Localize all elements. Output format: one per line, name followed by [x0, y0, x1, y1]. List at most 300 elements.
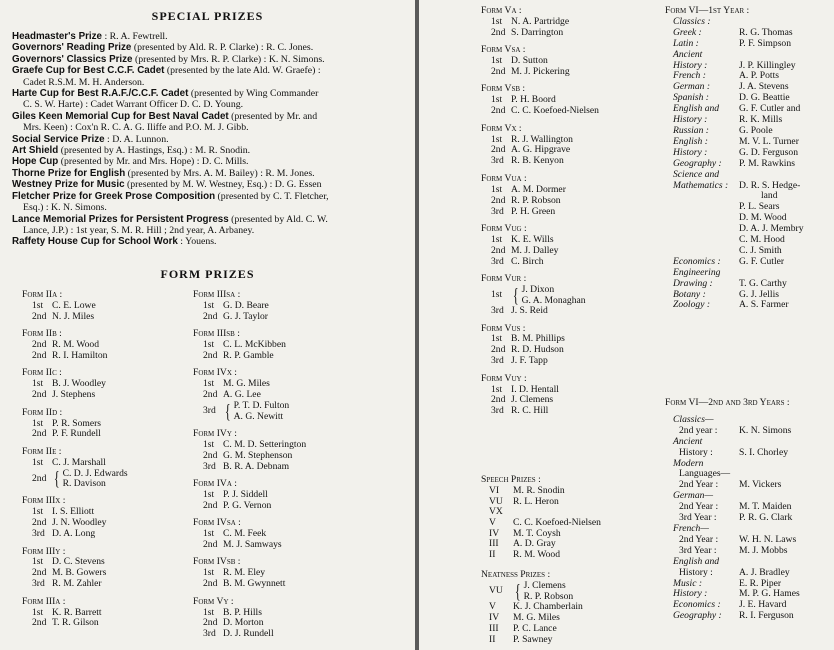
- student-name: I. D. Hentall: [511, 383, 559, 395]
- subject-label: German—: [673, 490, 713, 502]
- student-name: [739, 170, 830, 181]
- subject-label: French—: [673, 522, 709, 534]
- student-name: M. T. Maiden: [739, 501, 792, 513]
- form-group: [481, 45, 651, 78]
- form-vi-first-year: [665, 6, 830, 311]
- student-name: M. V. L. Turner: [739, 135, 799, 147]
- place-label: 3rd: [491, 405, 504, 417]
- student-name: A. G. Hipgrave: [511, 144, 571, 156]
- student-name: R. D. Hudson: [511, 344, 564, 356]
- prize-row: [193, 351, 393, 362]
- form-word: Form: [22, 495, 44, 507]
- form-code: IIIy :: [45, 545, 66, 557]
- student-name: A. J. Bradley: [739, 566, 790, 578]
- special-prize-detail: (presented by M. W. Westney, Esq.) : D. G. Essen: [124, 179, 322, 191]
- form-group: [22, 329, 192, 362]
- subject-row: [665, 437, 830, 448]
- prize-row: [481, 17, 651, 28]
- student-name: P. L. Sears: [739, 201, 780, 213]
- subject-label: Drawing :: [673, 277, 713, 289]
- prize-row: [193, 629, 393, 640]
- place-label: 3rd: [32, 528, 45, 540]
- special-prize-detail: (presented by C. T. Fletcher,: [215, 190, 329, 202]
- special-prize-name: Westney Prize for Music: [12, 179, 125, 191]
- form-group: [193, 290, 393, 323]
- student-name: G. Poole: [739, 124, 773, 136]
- student-name: B. R. A. Debnam: [223, 460, 290, 472]
- student-name: G. D. Beare: [223, 299, 269, 311]
- student-name: R. Davison: [62, 478, 106, 490]
- form-word: Form: [481, 273, 503, 285]
- year-label: 2nd year :: [679, 424, 718, 436]
- student-name: P. F. Rundell: [52, 428, 101, 440]
- student-name: G. M. Stephenson: [223, 449, 293, 461]
- student-name: P. R. Somers: [52, 417, 102, 429]
- form-group: [193, 518, 393, 551]
- student-name: R. P. Gamble: [223, 350, 274, 362]
- student-name: C. M. Feek: [223, 528, 267, 540]
- subject-label: History :: [673, 146, 708, 158]
- student-name: M. G. Miles: [513, 612, 560, 623]
- place-label: 1st: [32, 378, 44, 390]
- form-code: IId :: [45, 406, 63, 418]
- subject-label: Classics :: [673, 15, 711, 27]
- special-prize-item: [12, 134, 408, 145]
- form-word: Form: [193, 427, 215, 439]
- neatness-prizes: [481, 570, 656, 646]
- place-label: 1st: [203, 488, 215, 500]
- prize-row: [22, 579, 192, 590]
- student-name: J. S. Reid: [511, 305, 548, 317]
- subject-label: Classics—: [673, 413, 714, 425]
- place-label: 2nd: [203, 539, 218, 550]
- year-label: 2nd Year :: [679, 501, 719, 513]
- prize-row: [481, 385, 651, 396]
- form-label: IV: [489, 612, 500, 623]
- student-name: R. I. Hamilton: [52, 350, 108, 362]
- form-heading: [481, 45, 651, 56]
- subject-row: [665, 279, 830, 290]
- student-name: R. C. Hill: [511, 405, 549, 417]
- form-word: Form: [481, 122, 503, 134]
- student-name: C. E. Lowe: [52, 299, 96, 311]
- form-label: VU: [489, 495, 503, 507]
- subject-row: [665, 159, 830, 170]
- form-heading: [22, 368, 192, 379]
- student-name: R. P. Robson: [523, 590, 574, 602]
- special-prize-name: Lance Memorial Prizes for Persistent Progress: [12, 213, 229, 225]
- subject-row: [665, 170, 830, 181]
- special-prize-item: [12, 88, 408, 99]
- form-group: [481, 274, 651, 317]
- form-group: [193, 597, 393, 641]
- student-name: R. J. Wallington: [511, 133, 573, 145]
- form-group: [22, 408, 192, 441]
- special-prize-name: Giles Keen Memorial Cup for Best Naval Cadet: [12, 110, 229, 122]
- speech-prizes: [481, 475, 656, 561]
- prize-row: [22, 507, 192, 518]
- form-word: Form: [481, 322, 503, 334]
- student-name: M. J. Dalley: [511, 244, 559, 256]
- form-heading: [22, 496, 192, 507]
- student-name: S. Darrington: [511, 26, 564, 38]
- form-label: V: [489, 601, 496, 613]
- subject-label: Economics :: [673, 599, 721, 611]
- special-prize-name: Fletcher Prize for Greek Prose Composition: [12, 190, 216, 202]
- prize-row: [193, 462, 393, 473]
- prize-row: [481, 507, 656, 518]
- prize-row: [481, 185, 651, 196]
- form-word: Form: [22, 545, 44, 557]
- place-label: 1st: [203, 606, 215, 618]
- student-name: G. D. Ferguson: [739, 146, 798, 158]
- subject-row: [665, 181, 830, 192]
- prize-row: [22, 390, 192, 401]
- place-label: 1st: [32, 456, 44, 468]
- student-name: M. T. Coysh: [513, 527, 561, 539]
- form-group: [22, 597, 192, 630]
- subject-row: [665, 300, 830, 311]
- student-name: D. R. S. Hedge-: [739, 179, 801, 191]
- student-name: C. D. J. Edwards: [62, 467, 128, 479]
- place-label: 1st: [32, 506, 44, 518]
- place-label: 2nd: [32, 339, 47, 351]
- right-page: [419, 0, 834, 650]
- subject-row: [665, 557, 830, 568]
- form-group: [481, 124, 651, 168]
- place-label: 2nd: [491, 244, 506, 256]
- form-group: [22, 547, 192, 591]
- year-label: Languages—: [679, 468, 731, 480]
- prize-row: [22, 301, 192, 312]
- form-code: IVsb :: [216, 556, 241, 568]
- form-word: Form: [22, 595, 44, 607]
- subject-row: [665, 568, 830, 579]
- prize-row: [22, 618, 192, 629]
- prize-row: [193, 312, 393, 323]
- student-name: C. Birch: [511, 255, 544, 267]
- special-prize-detail: (presented by Ald. C. W.: [228, 213, 328, 225]
- tied-names: [234, 401, 290, 422]
- year-label: History :: [679, 566, 713, 578]
- form-group: [22, 290, 192, 323]
- left-page: [0, 0, 415, 650]
- form-code: Vus :: [504, 322, 526, 334]
- place-label: 1st: [203, 339, 215, 351]
- student-name: A. G. Newitt: [233, 410, 284, 422]
- subject-label: Greek :: [673, 26, 702, 38]
- place-label: 2nd: [32, 472, 47, 484]
- form-word: Form: [193, 477, 215, 489]
- form-code: Vy :: [216, 595, 234, 607]
- subject-label: Ancient: [673, 435, 703, 447]
- special-prize-detail: : Youens.: [177, 236, 217, 248]
- neatness-prizes-title: Neatness Prizes :: [481, 569, 551, 580]
- place-label: 3rd: [203, 628, 216, 640]
- student-name: P. Sawney: [513, 633, 553, 645]
- form-heading: [22, 597, 192, 608]
- form-word: Form: [481, 44, 503, 56]
- student-name: T. R. Gilson: [52, 617, 99, 629]
- place-label: 1st: [491, 333, 503, 345]
- student-name: land: [761, 190, 778, 202]
- prize-row: [481, 406, 651, 417]
- student-name: P. C. Lance: [513, 622, 557, 634]
- form-word: Form: [22, 328, 44, 340]
- place-label: 2nd: [203, 617, 218, 629]
- form-code: Va :: [504, 5, 522, 16]
- student-name: G. J. Jellis: [739, 288, 779, 300]
- form-code: Vsa :: [504, 44, 526, 56]
- subject-label: Russian :: [673, 124, 709, 136]
- special-prize-name: Headmaster's Prize: [12, 31, 103, 42]
- special-prize-name: Governors' Classics Prize: [12, 53, 133, 65]
- form-code: IIIsa :: [216, 289, 241, 300]
- place-label: 2nd: [491, 26, 506, 38]
- special-prize-item: [12, 191, 408, 202]
- student-name: G. A. Monaghan: [521, 294, 586, 306]
- form-heading: [481, 84, 651, 95]
- student-name: D. J. Rundell: [223, 628, 274, 640]
- student-name: P. M. Rawkins: [739, 157, 795, 169]
- prize-row: [481, 106, 651, 117]
- special-prizes-list: [12, 31, 408, 248]
- special-prize-name: Social Service Prize: [12, 133, 105, 145]
- special-prize-item: [12, 65, 408, 76]
- form-group: [193, 329, 393, 362]
- form-heading: [481, 174, 651, 185]
- form-group: [481, 6, 651, 39]
- form-group: [22, 447, 192, 490]
- form-group: [481, 84, 651, 117]
- tied-names: [522, 285, 586, 306]
- form-code: IIIx :: [45, 495, 66, 507]
- student-name: M. J. Samways: [223, 539, 282, 550]
- form-group: [481, 324, 651, 368]
- form-code: IIIa :: [45, 595, 66, 607]
- form-prizes-column-3: [481, 6, 651, 424]
- subject-row: [665, 448, 830, 459]
- student-name: C. C. Koefoed-Nielsen: [513, 516, 601, 528]
- brace-glyph: {: [224, 400, 231, 423]
- subject-label: Zoology :: [673, 299, 711, 311]
- place-label: 3rd: [491, 305, 504, 317]
- special-prize-detail: (presented by Wing Commander: [188, 88, 319, 100]
- special-prize-continuation: C. S. W. Harte) : Cadet Warrant Officer D. C. D. Young.: [23, 99, 244, 111]
- student-name: C. M. Hood: [739, 234, 785, 246]
- tied-place-row: [193, 401, 393, 422]
- special-prize-continuation: Mrs. Keen) : Cox'n R. C. A. G. Iliffe and P.O. M. J. Gibb.: [23, 122, 249, 134]
- form-word: Form: [193, 517, 215, 529]
- student-name: D. A. J. Membry: [739, 223, 804, 235]
- form-label: III: [489, 622, 499, 634]
- place-label: 2nd: [203, 578, 218, 590]
- form-group: [481, 374, 651, 418]
- student-name: J. P. Killingley: [739, 59, 796, 71]
- prize-row: [22, 351, 192, 362]
- form-code: IVsa :: [216, 517, 241, 529]
- place-label: 3rd: [203, 460, 216, 472]
- subject-label: Ancient: [673, 48, 703, 60]
- prize-row: [193, 540, 393, 551]
- prize-row: [481, 257, 651, 268]
- prize-row: [22, 312, 192, 323]
- place-label: 1st: [203, 567, 215, 579]
- subject-label: English :: [673, 135, 708, 147]
- student-name: J. A. Stevens: [739, 81, 789, 93]
- subject-label: Geography :: [673, 610, 722, 622]
- prize-row: [22, 557, 192, 568]
- form-prizes-title: FORM PRIZES: [160, 267, 255, 281]
- place-label: 3rd: [491, 355, 504, 367]
- student-name: B. M. Phillips: [511, 333, 565, 345]
- special-prize-item: [12, 42, 408, 53]
- special-prize-detail: (presented by Mr. and Mrs. Hope) : D. C. Mills.: [58, 156, 249, 168]
- prize-row: [481, 518, 656, 529]
- subject-label: Music :: [673, 577, 703, 589]
- subject-label: French :: [673, 70, 706, 82]
- prize-row: [22, 419, 192, 430]
- student-name: M. P. G. Hames: [739, 588, 800, 600]
- student-name: D. Morton: [223, 617, 264, 629]
- student-name: M. B. Gowers: [52, 567, 107, 579]
- form-code: IIb :: [45, 328, 62, 340]
- subject-label: Engineering: [673, 266, 721, 278]
- student-name: R. P. Robson: [511, 194, 561, 206]
- prize-row: [22, 529, 192, 540]
- subject-label: Botany :: [673, 288, 706, 300]
- place-label: 2nd: [203, 310, 218, 322]
- prize-row: [481, 550, 656, 561]
- brace-glyph: {: [53, 468, 60, 491]
- form-group: [22, 368, 192, 401]
- student-name: B. M. Gwynnett: [223, 578, 286, 590]
- place-label: 2nd: [491, 66, 506, 78]
- student-name: R. M. Eley: [223, 567, 266, 579]
- form-word: Form: [193, 556, 215, 568]
- student-name: P. R. G. Clark: [739, 512, 793, 524]
- student-name: C. J. Marshall: [52, 456, 106, 468]
- form-vi-second-third-years: [665, 398, 830, 622]
- special-prize-name: Art Shield: [12, 145, 59, 157]
- subject-label: Spanish :: [673, 92, 709, 104]
- subject-label: Economics :: [673, 255, 721, 267]
- prize-row: [22, 568, 192, 579]
- form-code: IIc :: [45, 367, 62, 379]
- place-label: 1st: [203, 438, 215, 450]
- form-prizes-column-2: [193, 290, 393, 647]
- form-vi-later-years-title: Form VI—2nd and 3rd Years :: [665, 397, 790, 408]
- place-label: 1st: [32, 299, 44, 311]
- special-prize-detail: (presented by Ald. R. P. Clarke) : R. C. Jones.: [131, 42, 314, 54]
- year-label: 3rd Year :: [679, 512, 717, 524]
- form-word: Form: [193, 595, 215, 607]
- prize-row: [481, 395, 651, 406]
- student-name: A. S. Farmer: [739, 299, 789, 311]
- subject-row: [665, 39, 830, 50]
- place-label: 2nd: [32, 517, 47, 529]
- student-name: C. L. McKibben: [223, 339, 286, 351]
- place-label: 3rd: [203, 405, 216, 417]
- prize-row: [481, 334, 651, 345]
- student-name: R. M. Wood: [52, 339, 100, 351]
- place-label: 1st: [491, 55, 503, 67]
- student-name: G. J. Taylor: [223, 310, 268, 322]
- prize-row: [481, 196, 651, 207]
- speech-prizes-title: Speech Prizes :: [481, 474, 541, 485]
- subject-label: English and: [673, 103, 720, 115]
- prize-row: [22, 608, 192, 619]
- form-word: Form: [481, 172, 503, 184]
- form-word: Form: [193, 289, 215, 300]
- student-name: R. G. Thomas: [739, 26, 793, 38]
- prize-row: [481, 207, 651, 218]
- tied-names: [63, 469, 128, 490]
- special-prize-item: [12, 145, 408, 156]
- form-code: Vug :: [504, 222, 527, 234]
- prize-row: [481, 156, 651, 167]
- student-name: S. I. Chorley: [739, 446, 789, 458]
- form-heading: [22, 408, 192, 419]
- student-name: C. C. Koefoed-Nielsen: [511, 105, 599, 117]
- form-code: IVx :: [216, 367, 237, 379]
- student-name: M. G. Miles: [223, 378, 270, 390]
- subject-row: [665, 611, 830, 622]
- place-label: 1st: [491, 233, 503, 245]
- form-heading: [22, 329, 192, 340]
- place-label: 2nd: [32, 428, 47, 440]
- student-name: J. Clemens: [511, 394, 554, 406]
- student-name: R. M. Wood: [513, 549, 561, 561]
- subject-label: History :: [673, 114, 708, 126]
- form-heading: [22, 547, 192, 558]
- student-name: A. G. Lee: [223, 389, 261, 401]
- special-prize-item: [12, 156, 408, 167]
- form-group: [22, 496, 192, 540]
- subject-label: Modern: [673, 457, 704, 469]
- place-label: 2nd: [203, 499, 218, 511]
- place-label: 1st: [491, 133, 503, 145]
- student-name: R. M. Zahler: [52, 578, 102, 590]
- student-name: [739, 50, 830, 61]
- prize-row: [481, 306, 651, 317]
- form-group: [193, 368, 393, 422]
- prize-row: [193, 451, 393, 462]
- form-code: IVa :: [216, 477, 237, 489]
- student-name: D. M. Wood: [739, 212, 787, 224]
- prize-row: [481, 613, 656, 624]
- form-word: Form: [481, 83, 503, 95]
- form-code: Vuy :: [504, 372, 527, 384]
- student-name: M. J. Pickering: [511, 66, 570, 78]
- place-label: 2nd: [491, 105, 506, 117]
- student-name: G. F. Cutler and: [739, 103, 801, 115]
- special-prizes-title: SPECIAL PRIZES: [151, 9, 264, 23]
- form-heading: [481, 124, 651, 135]
- student-name: C. M. D. Setterington: [223, 438, 307, 450]
- special-prize-name: Hope Cup: [12, 156, 59, 168]
- place-label: 3rd: [491, 155, 504, 167]
- prize-row: [22, 429, 192, 440]
- student-name: A. D. Gray: [513, 538, 556, 550]
- brace-glyph: {: [514, 580, 521, 603]
- prize-row: [481, 486, 656, 497]
- subject-label: Geography :: [673, 157, 722, 169]
- special-prize-item: [12, 236, 408, 247]
- form-heading: [481, 324, 651, 335]
- form-word: Form: [193, 328, 215, 340]
- student-name: G. F. Cutler: [739, 255, 785, 267]
